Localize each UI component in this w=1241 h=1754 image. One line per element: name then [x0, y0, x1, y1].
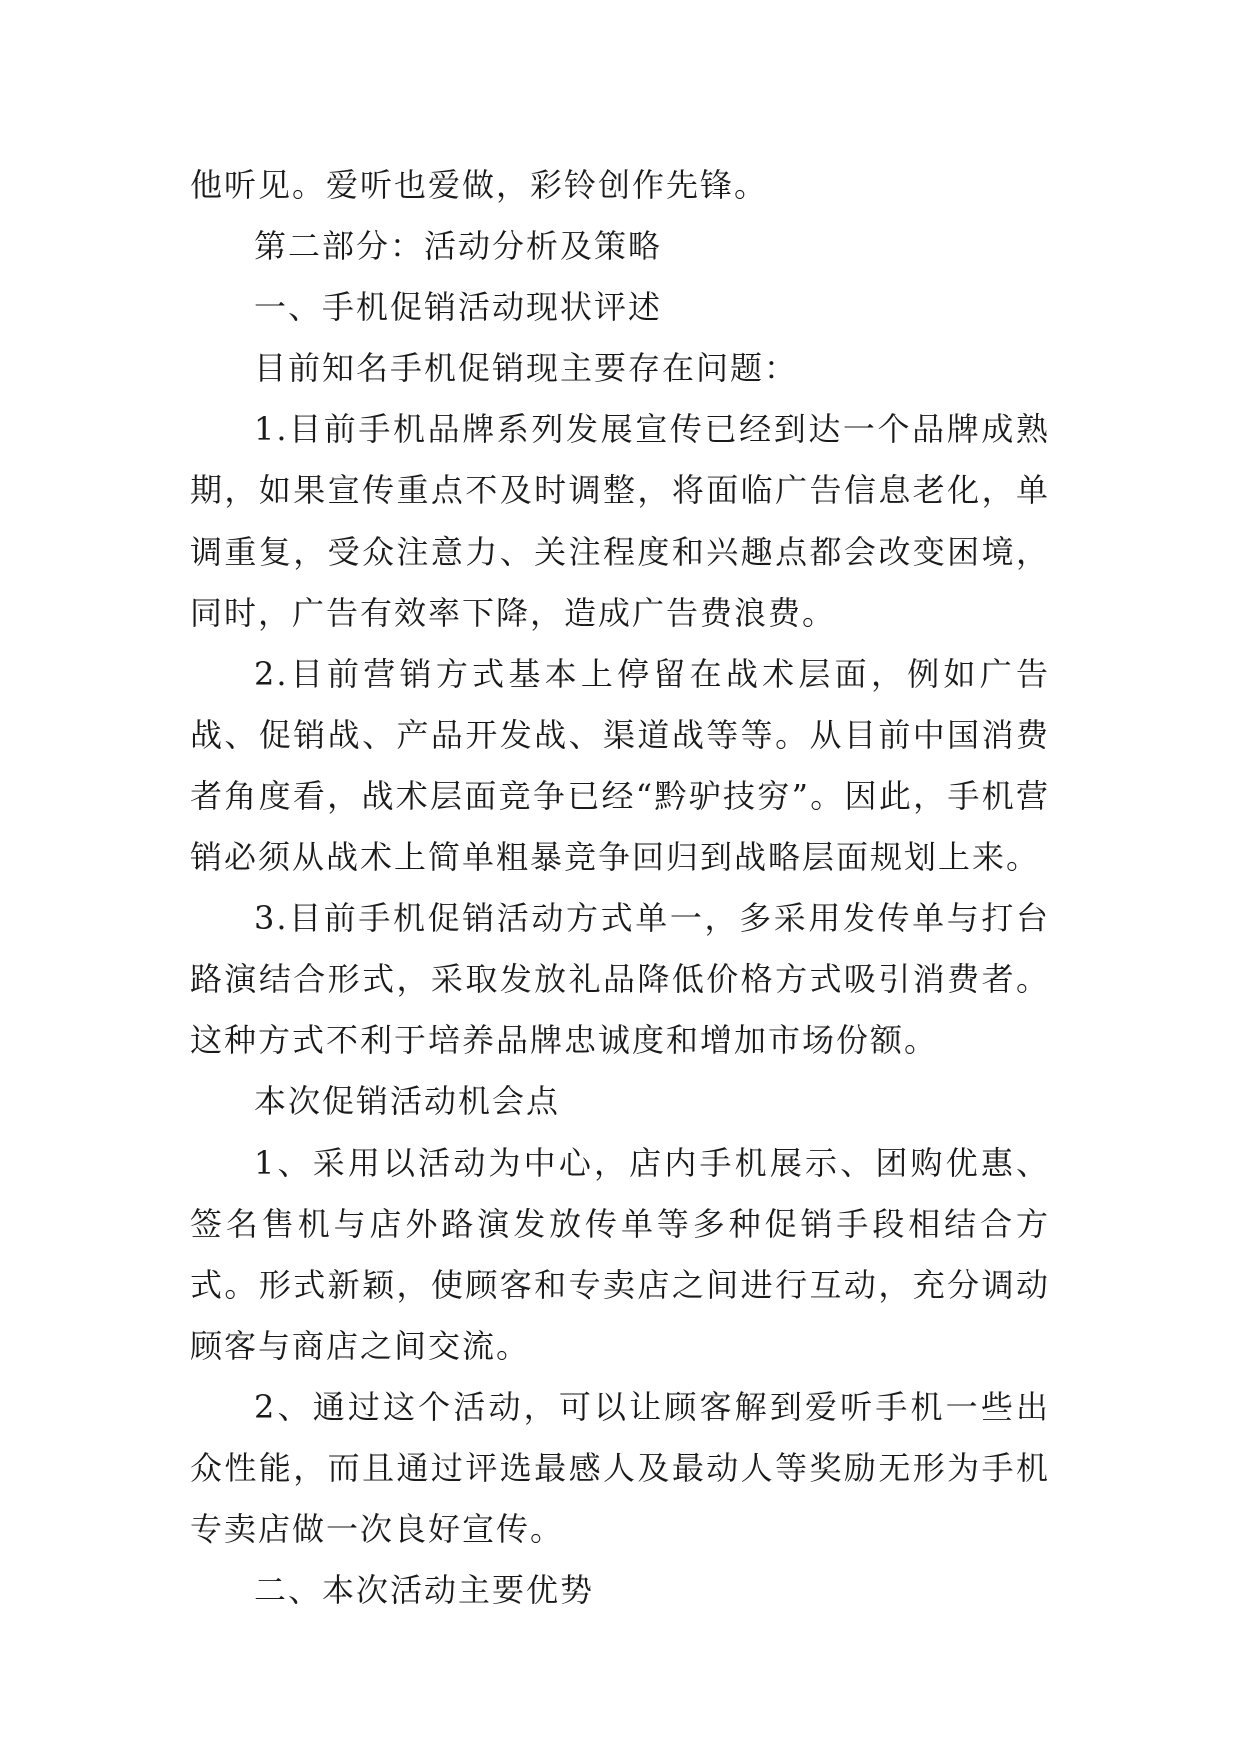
paragraph-problem-3: 3.目前手机促销活动方式单一，多采用发传单与打台路演结合形式，采取发放礼品降低价格方式吸引消费者。这种方式不利于培养品牌忠诚度和增加市场份额。 [190, 899, 1050, 1060]
section-heading-advantages: 二、本次活动主要优势 [254, 1571, 595, 1610]
document-body [190, 155, 1050, 1621]
section-heading-current-status: 一、手机促销活动现状评述 [254, 288, 663, 327]
paragraph-problems-intro: 目前知名手机促销现主要存在问题： [254, 349, 799, 388]
section-heading-part-two: 第二部分：活动分析及策略 [254, 227, 663, 266]
paragraph-problem-2: 2.目前营销方式基本上停留在战术层面，例如广告战、促销战、产品开发战、渠道战等等。从目前中国消费者角度看，战术层面竞争已经“黔驴技穷”。因此，手机营销必须从战术上简单粗暴竞争回归到战略层面规划上来。 [190, 654, 1050, 877]
paragraph-opportunity-2: 2、通过这个活动，可以让顾客解到爱听手机一些出众性能，而且通过评选最感人及最动人等奖励无形为手机专卖店做一次良好宣传。 [190, 1387, 1050, 1549]
section-heading-opportunities: 本次促销活动机会点 [254, 1082, 561, 1121]
paragraph-problem-1: 1.目前手机品牌系列发展宣传已经到达一个品牌成熟期，如果宣传重点不及时调整，将面临广告信息老化，单调重复，受众注意力、关注程度和兴趣点都会改变困境，同时，广告有效率下降，造成广告费浪费。 [190, 410, 1050, 632]
paragraph-continuation: 他听见。爱听也爱做，彩铃创作先锋。 [190, 166, 769, 204]
paragraph-opportunity-1: 1、采用以活动为中心，店内手机展示、团购优惠、签名售机与店外路演发放传单等多种促销手段相结合方式。形式新颖，使顾客和专卖店之间进行互动，充分调动顾客与商店之间交流。 [190, 1143, 1050, 1365]
